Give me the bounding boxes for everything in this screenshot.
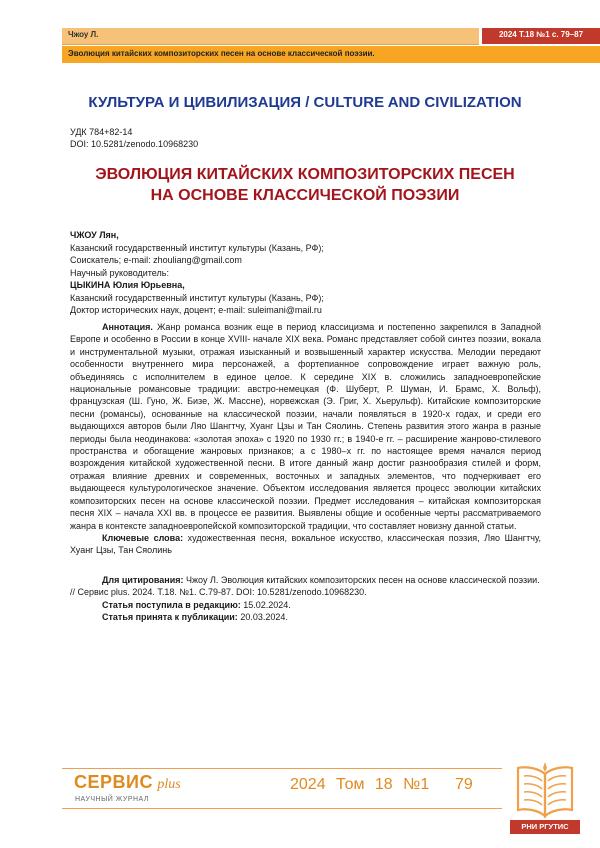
journal-name: СЕРВИС	[74, 772, 153, 792]
header-author-bar	[62, 28, 479, 45]
header-running-title: Эволюция китайских композиторских песен на основе классической поэзии.	[68, 49, 375, 58]
journal-logo	[74, 772, 181, 793]
supervisor-role: Доктор исторических наук, доцент; e-mail: suleimani@mail.ru	[70, 305, 322, 315]
abstract-label: Аннотация.	[102, 322, 153, 332]
received-line	[70, 599, 541, 611]
title-line-2: НА ОСНОВЕ КЛАССИЧЕСКОЙ ПОЭЗИИ	[150, 187, 460, 204]
running-header	[62, 28, 600, 44]
citation-text: Чжоу Л. Эволюция китайских композиторских песен на основе классической поэзии. // Сервис plus. 2024. Т.18. №1. С.79-87. DOI: 10.5281/zenodo.10968230.	[70, 575, 540, 598]
doi[interactable]: DOI: 10.5281/zenodo.10968230	[70, 139, 199, 149]
supervisor-label: Научный руководитель:	[70, 267, 169, 278]
publisher-emblem	[510, 760, 580, 838]
keywords-text: художественная песня, вокальное искусство, классическая поэзия, Ляо Шангтчу, Хуанг Цзы, Тан Сяолинь	[70, 532, 541, 556]
section-title: КУЛЬТУРА И ЦИВИЛИЗАЦИЯ / CULTURE AND CIVILIZATION	[88, 94, 522, 111]
author-name: ЧЖОУ Лян,	[70, 230, 119, 240]
abstract-block	[70, 321, 541, 557]
accepted-label: Статья принята к публикации:	[102, 612, 238, 623]
accepted-line	[70, 611, 541, 623]
keywords-paragraph	[70, 532, 541, 557]
authors-block	[70, 229, 540, 317]
publisher-name: РНИ РГУТИС	[521, 822, 569, 831]
udk: УДК 784+82-14	[70, 127, 133, 137]
article-title	[70, 164, 540, 206]
author-role: Соискатель; e-mail: zhouliang@gmail.com	[70, 255, 242, 265]
keywords-label: Ключевые слова:	[102, 532, 184, 543]
citation-label: Для цитирования:	[102, 575, 184, 585]
header-author: Чжоу Л.	[68, 30, 99, 39]
footer-issue: 2024 Том 18 №1	[290, 776, 430, 793]
journal-subtitle: НАУЧНЫЙ ЖУРНАЛ	[75, 796, 149, 803]
header-title-bar	[62, 46, 600, 63]
accepted-date: 20.03.2024.	[237, 612, 288, 623]
page-number: 79	[455, 776, 473, 793]
publisher-band	[510, 820, 580, 834]
footer-rule-bottom	[62, 808, 502, 809]
footer-rule-top	[62, 768, 502, 769]
header-issue: 2024 Т.18 №1 с. 79–87	[498, 30, 584, 39]
title-line-1: ЭВОЛЮЦИЯ КИТАЙСКИХ КОМПОЗИТОРСКИХ ПЕСЕН	[95, 166, 515, 183]
supervisor-affiliation: Казанский государственный институт культуры (Казань, РФ);	[70, 292, 324, 303]
supervisor-name: ЦЫКИНА Юлия Юрьевна,	[70, 280, 185, 290]
header-issue-bar	[482, 28, 600, 44]
abstract-paragraph	[70, 321, 541, 532]
abstract-text: Жанр романса возник еще в период классицизма и постепенно закрепился в Западной Европе и особенно в России в конце XVIII- начале XIX века. Романс представляет собой синтез поэзии, вокала и инструментальной музыки, отражая изысканный и возвышенный характер искусства. Мелодии передают особенности внутреннего мира персонажей, а фортепианное сопровождение играет важную роль, объединяясь с исполнителем в единое целое. К середине XIX в. сложились западноевропейские национальные романсовые традиции: австро-немецкая (Ф. Шуберт, Р. Шуман, И. Брамс, Х. Вольф), французская (Ш. Гуно, Ж. Бизе, Ж. Массне), норвежская (Э. Григ, Х. Хьерульф). Китайские композиторские песни (романсы), основанные на классической поэзии, начали появляться в 1920-х годах, и среди его выдающихся авторов были Ляо Шангтчу, Хуанг Цзы и Тан Сяолинь. Степень развития этого жанра в разные периоды была неодинакова: «золотая эпоха» с 1920 по 1930 гг.; в 1940-е гг. – расширение жанрово-стилевого пространства и обогащение жанровых признаков; а с 1980–х гг. по настоящее время начался период возрождения китайской художественной песни. В итоге данный жанр достиг разнообразия стилей и форм, отражая влияние древних и современных, восточных и западных элементов, что подчеркивает его выдающееся культурологическое значение. Объектом исследования является процесс эволюции китайских композиторских песен на основе классической поэзии. Предмет исследования – китайская композиторская песня XIX – начала XXI вв. в процессе ее развития. Выявлены общие и особенные черты рассматриваемого жанра в контексте западноевропейской композиторской традиции, что составляет новизну данной статьи.	[70, 322, 541, 531]
citation-paragraph	[70, 574, 541, 599]
author-affiliation: Казанский государственный институт культуры (Казань, РФ);	[70, 242, 324, 253]
journal-plus: plus	[157, 777, 181, 792]
received-date: 15.02.2024.	[240, 599, 291, 610]
citation-block	[70, 574, 541, 624]
book-icon	[510, 760, 580, 822]
received-label: Статья поступила в редакцию:	[102, 599, 241, 610]
